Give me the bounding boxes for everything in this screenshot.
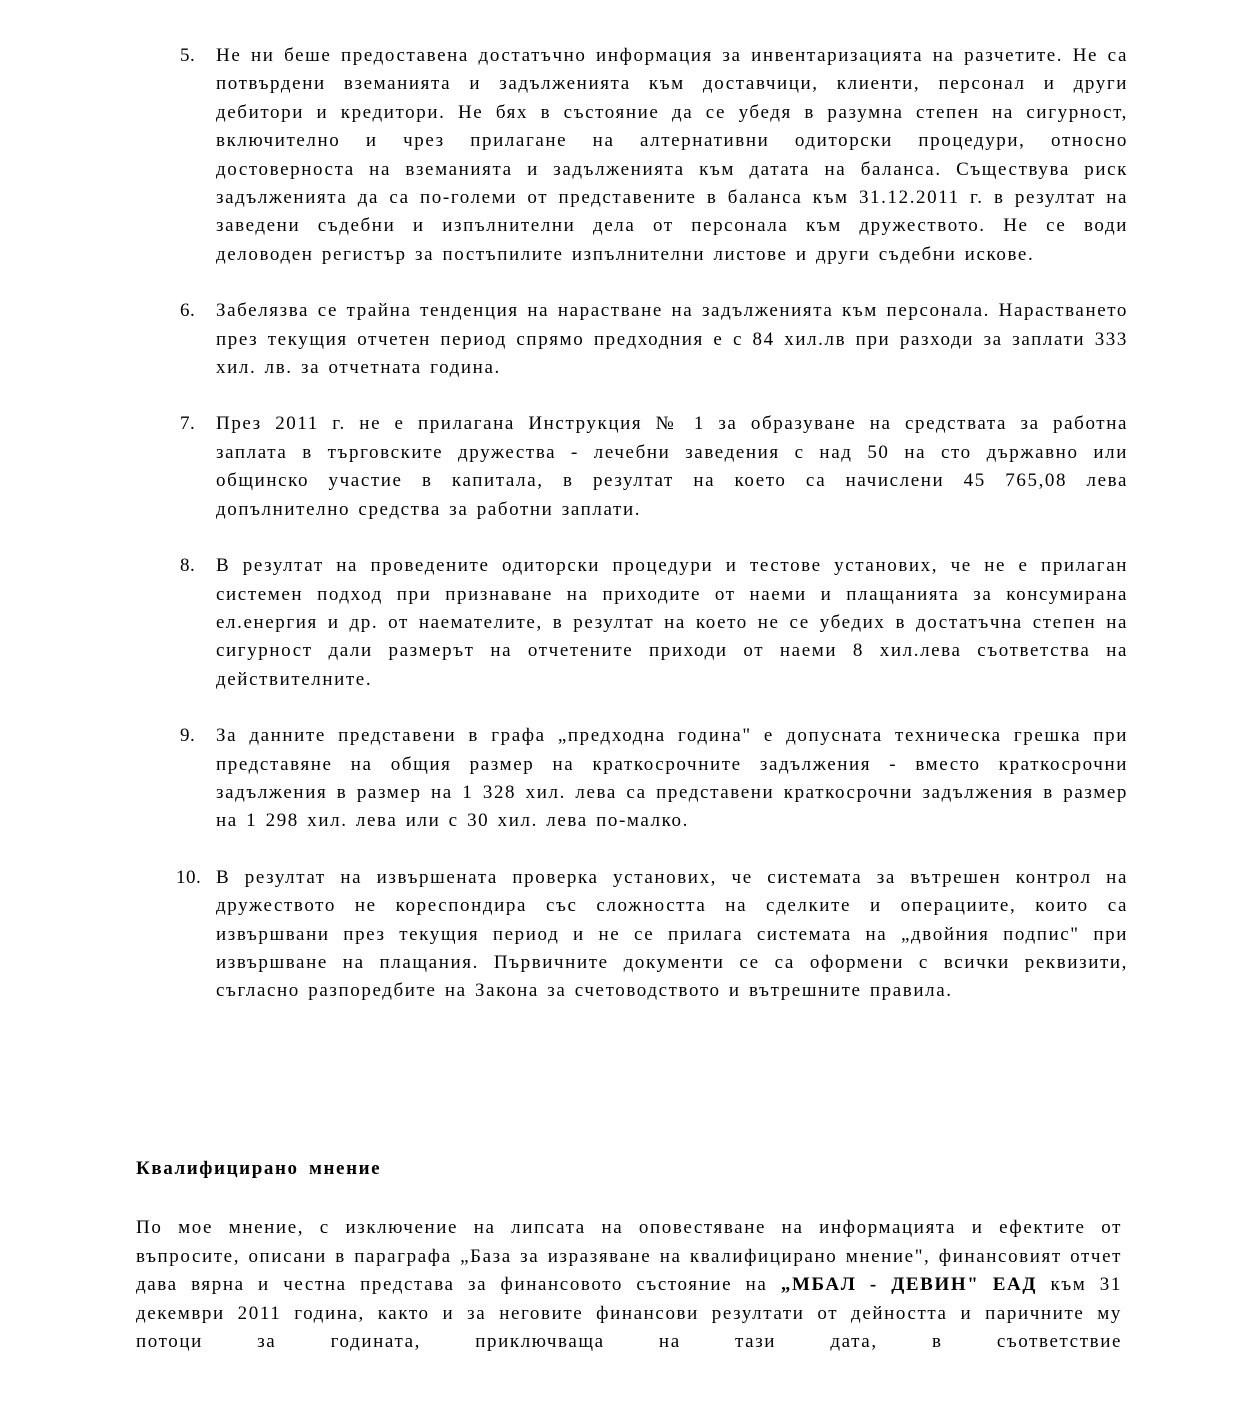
list-item-text: В резултат на проведените одиторски процедури и тестове установих, че не е прилаган системен подход при признаване на приходите от наеми и плащанията за консумирана ел.енергия и др. от наемателите, в резултат на което не се убедих в достатъчна степен на сигурност дали размерът на отчетените приходи от наеми 8 хил.лева съответства на действителните. xyxy=(216,555,1128,690)
list-item xyxy=(176,42,1128,269)
list-item xyxy=(176,552,1128,694)
list-item-text: Забелязва се трайна тенденция на нарастване на задълженията към персонала. Нарастването през текущия отчетен период спрямо предходния е с 84 хил.лв при разходи за заплати 333 хил. лв. за отчетната година. xyxy=(216,300,1128,379)
list-item-number: 6. xyxy=(180,300,196,322)
opinion-text-before: По мое мнение, с изключение на липсата на оповестяване на информацията и ефектите от въпросите, описани в параграфа „База за изразяване на квалифицирано мнение", финансовият отчет дава вярна и честна представа за финансовото състояние на xyxy=(136,1217,1122,1296)
list-item xyxy=(176,410,1128,524)
list-item-text: През 2011 г. не е прилагана Инструкция № 1 за образуване на средствата за работна заплата в търговските дружества - лечебни заведения с над 50 на сто държавно или общинско участие в капитала, в резултат на което са начислени 45 765,08 лева допълнително средства за работни заплати. xyxy=(216,413,1128,520)
opinion-text-after: към 31 декември 2011 година, както и за неговите финансови резултати от дейността и паричните му потоци за годината, приключваща на тази дата, в съответствие xyxy=(136,1274,1123,1353)
section-heading: Квалифицирано мнение xyxy=(136,1158,382,1179)
list-item-text: В резултат на извършената проверка установих, че системата за вътрешен контрол на дружеството не кореспондира със сложността на сделките и операциите, които са извършвани през текущия период и не се прилага системата на „двойния подпис" при извършване на плащания. Първичните документи се са оформени с всички реквизити, съгласно разпоредбите на Закона за счетоводството и вътрешните правила. xyxy=(216,866,1128,1002)
list-item-number: 5. xyxy=(180,45,196,66)
list-item-number: 9. xyxy=(180,725,196,747)
list-item xyxy=(176,864,1128,1006)
list-item xyxy=(176,722,1128,836)
opinion-paragraph xyxy=(136,1214,1122,1357)
list-item-number: 10. xyxy=(176,866,202,888)
company-name: „МБАЛ - ДЕВИН" ЕАД xyxy=(780,1274,1038,1296)
list-item-text: Не ни беше предоставена достатъчно информация за инвентаризацията на разчетите. Не са потвърдени вземанията и задълженията към доставчици, клиенти, персонал и други дебитори и кредитори. Не бях в състояние да се убедя в разумна степен на сигурност, включително и чрез прилагане на алтернативни одиторски процедури, относно достоверноста на вземанията и задълженията към датата на баланса. Съществува риск задълженията да са по-големи от представените в баланса към 31.12.2011 г. в резултат на заведени съдебни и изпълнителни дела от персонала към дружеството. Не се води деловоден регистър за постъпилите изпълнителни листове и други съдебни искове. xyxy=(216,45,1128,265)
list-item-text: За данните представени в графа „предходна година" е допусната техническа грешка при представяне на общия размер на краткосрочните задължения - вместо краткосрочни задължения в размер на 1 328 хил. лева са представени краткосрочни задължения в размер на 1 298 хил. лева или с 30 хил. лева по-малко. xyxy=(216,725,1128,832)
list-item-number: 8. xyxy=(180,555,196,577)
list-item xyxy=(176,297,1128,382)
list-item-number: 7. xyxy=(180,413,196,435)
findings-list xyxy=(176,42,1128,1006)
